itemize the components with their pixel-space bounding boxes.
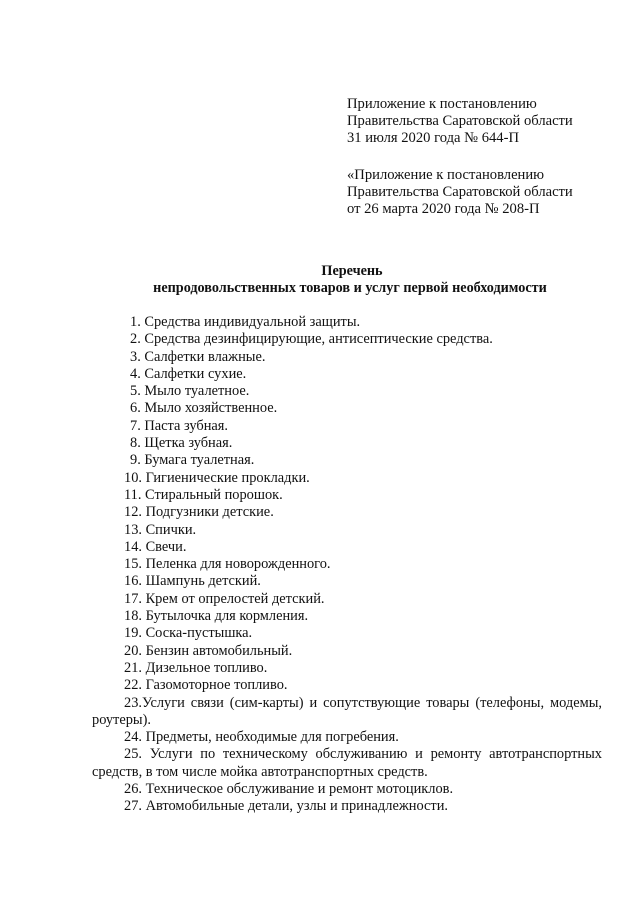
list-item: 25. Услуги по техническому обслуживанию и ремонту автотранспортных средств, в том числе мойка автотранспортных средств. <box>92 746 602 780</box>
goods-services-list <box>92 314 602 816</box>
list-item: 18. Бутылочка для кормления. <box>124 608 309 625</box>
list-item: 14. Свечи. <box>124 538 187 555</box>
list-item: 17. Крем от опрелостей детский. <box>124 590 325 607</box>
list-item: 1. Средства индивидуальной защиты. <box>130 314 361 330</box>
list-item: 9. Бумага туалетная. <box>130 452 255 469</box>
list-item: 10. Гигиенические прокладки. <box>124 469 310 486</box>
list-item: 16. Шампунь детский. <box>124 573 261 590</box>
list-item: 7. Паста зубная. <box>130 417 229 434</box>
appendix-line: от 26 марта 2020 года № 208-П <box>347 201 540 218</box>
list-item: 23.Услуги связи (сим-карты) и сопутствующие товары (телефоны, модемы, роутеры). <box>92 694 602 728</box>
appendix-line: 31 июля 2020 года № 644-П <box>347 130 519 147</box>
title-subheading: непродовольственных товаров и услуг первой необходимости <box>153 280 547 296</box>
list-item: 4. Салфетки сухие. <box>130 365 247 382</box>
list-item: 5. Мыло туалетное. <box>130 383 250 400</box>
list-item: 8. Щетка зубная. <box>130 435 233 452</box>
appendix-line: Правительства Саратовской области <box>347 113 573 130</box>
appendix-header-current <box>347 96 573 148</box>
list-item: 27. Автомобильные детали, узлы и принадлежности. <box>124 798 448 815</box>
document-title <box>0 263 640 297</box>
list-item: 22. Газомоторное топливо. <box>124 677 288 694</box>
list-item: 11. Стиральный порошок. <box>124 486 283 503</box>
list-item: 21. Дизельное топливо. <box>124 659 268 676</box>
list-item: 6. Мыло хозяйственное. <box>130 400 278 417</box>
appendix-line: Приложение к постановлению <box>347 96 537 112</box>
list-item: 20. Бензин автомобильный. <box>124 642 293 659</box>
appendix-line: «Приложение к постановлению <box>347 167 545 183</box>
list-item: 13. Спички. <box>124 521 197 538</box>
list-item: 2. Средства дезинфицирующие, антисептические средства. <box>130 331 493 348</box>
list-item: 12. Подгузники детские. <box>124 504 274 521</box>
list-item: 26. Техническое обслуживание и ремонт мотоциклов. <box>124 781 454 798</box>
appendix-header-original <box>347 167 573 219</box>
list-item: 24. Предметы, необходимые для погребения. <box>124 729 399 746</box>
title-heading: Перечень <box>321 263 383 279</box>
list-item: 3. Салфетки влажные. <box>130 348 266 365</box>
list-item: 19. Соска-пустышка. <box>124 625 253 642</box>
appendix-line: Правительства Саратовской области <box>347 184 573 201</box>
list-item: 15. Пеленка для новорожденного. <box>124 556 331 573</box>
